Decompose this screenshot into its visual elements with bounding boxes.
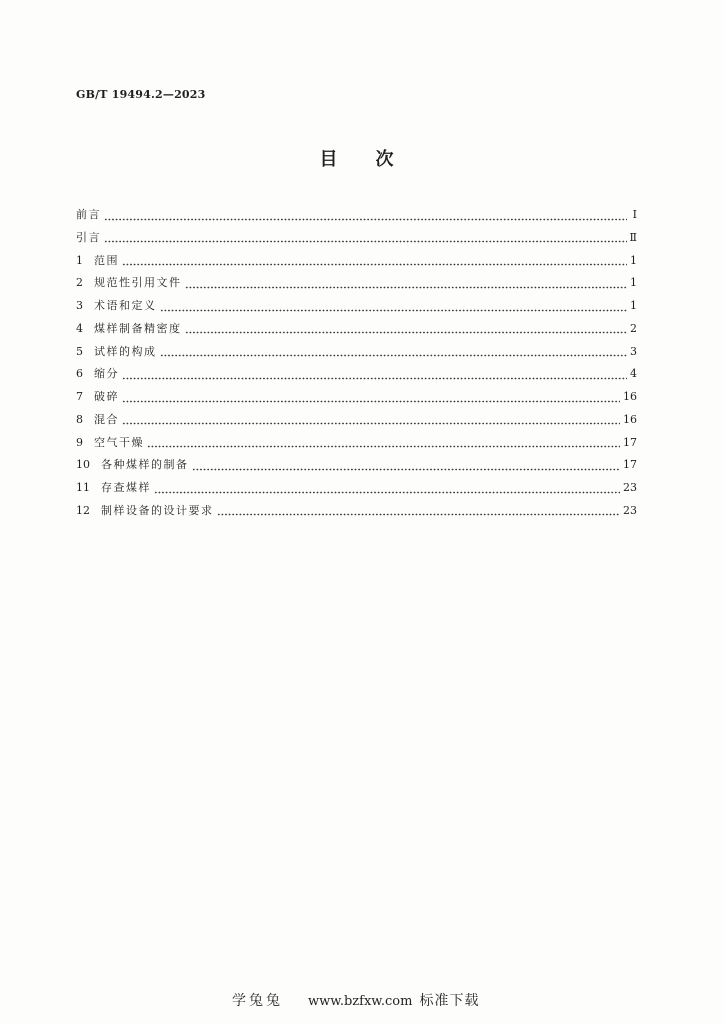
toc-entry-number: 1: [76, 253, 83, 267]
toc-title: 目 次: [319, 149, 404, 170]
toc-entry-page: 1: [630, 276, 637, 290]
toc-entry-page: 16: [623, 412, 637, 426]
toc-entry-title: 混合: [94, 412, 119, 426]
standard-code: GB/T 19494.2—2023: [76, 88, 206, 101]
toc-entry-number: 4: [76, 321, 83, 335]
toc-entry-title: 煤样制备精密度: [94, 321, 182, 335]
toc-entry-foreword: [76, 204, 637, 227]
toc-entry-2: [76, 272, 637, 295]
toc-entry-12: [76, 500, 637, 523]
dot-leader: [185, 318, 628, 341]
toc-entry-page: 2: [630, 321, 637, 335]
toc-entry-page: 23: [623, 481, 637, 494]
toc-entry-title: 术语和定义: [94, 299, 157, 312]
dot-leader: [160, 295, 628, 318]
toc-entry-page: 17: [623, 435, 637, 449]
table-of-contents: [76, 204, 637, 523]
toc-entry-title: 引言: [76, 230, 101, 244]
toc-entry-page: 1: [630, 253, 637, 267]
toc-entry-title: 存查煤样: [101, 481, 151, 494]
dot-leader: [185, 272, 628, 295]
toc-entry-number: 6: [76, 367, 83, 381]
footer-tagline: 标准下载: [419, 993, 480, 1009]
toc-entry-title: 规范性引用文件: [94, 276, 182, 290]
toc-entry-6: [76, 363, 637, 386]
toc-entry-number: 3: [76, 299, 83, 312]
toc-entry-title: 前言: [76, 208, 101, 221]
toc-entry-10: [76, 454, 637, 477]
toc-entry-page: Ⅰ: [632, 208, 637, 221]
toc-entry-7: [76, 386, 637, 409]
toc-entry-8: [76, 409, 637, 432]
dot-leader: [122, 250, 627, 273]
dot-leader: [104, 227, 627, 250]
toc-entry-page: 1: [630, 299, 637, 312]
footer-url: www.bzfxw.com: [308, 994, 413, 1009]
toc-entry-page: 16: [623, 390, 637, 403]
toc-entry-number: 9: [76, 435, 83, 449]
toc-entry-title: 缩分: [94, 367, 119, 381]
toc-entry-number: 2: [76, 276, 83, 290]
dot-leader: [122, 386, 620, 409]
toc-entry-5: [76, 341, 637, 364]
toc-entry-9: [76, 432, 637, 455]
toc-entry-title: 制样设备的设计要求: [101, 503, 214, 517]
dot-leader: [147, 432, 620, 455]
toc-entry-number: 5: [76, 344, 83, 358]
dot-leader: [217, 500, 621, 523]
toc-entry-number: 11: [76, 481, 90, 494]
dot-leader: [122, 409, 620, 432]
toc-entry-number: 7: [76, 390, 83, 403]
toc-entry-title: 范围: [94, 253, 119, 267]
toc-entry-page: 17: [623, 458, 637, 472]
toc-entry-11: [76, 477, 637, 500]
toc-entry-3: [76, 295, 637, 318]
dot-leader: [122, 363, 627, 386]
toc-entry-title: 各种煤样的制备: [101, 458, 189, 472]
toc-entry-4: [76, 318, 637, 341]
toc-entry-1: [76, 250, 637, 273]
toc-entry-introduction: [76, 227, 637, 250]
dot-leader: [104, 204, 627, 227]
toc-entry-title: 空气干燥: [94, 435, 144, 449]
dot-leader: [160, 341, 628, 364]
toc-entry-page: Ⅱ: [629, 230, 637, 244]
toc-entry-number: 12: [76, 503, 90, 517]
footer-site-name: 学兔兔: [232, 993, 283, 1009]
toc-entry-page: 4: [630, 367, 637, 381]
dot-leader: [154, 477, 620, 500]
toc-entry-page: 23: [623, 503, 637, 517]
toc-entry-title: 试样的构成: [94, 344, 157, 358]
dot-leader: [192, 454, 621, 477]
footer-watermark: [232, 992, 479, 1011]
toc-entry-title: 破碎: [94, 390, 119, 403]
toc-entry-number: 10: [76, 458, 90, 472]
toc-entry-page: 3: [630, 344, 637, 358]
toc-entry-number: 8: [76, 412, 83, 426]
